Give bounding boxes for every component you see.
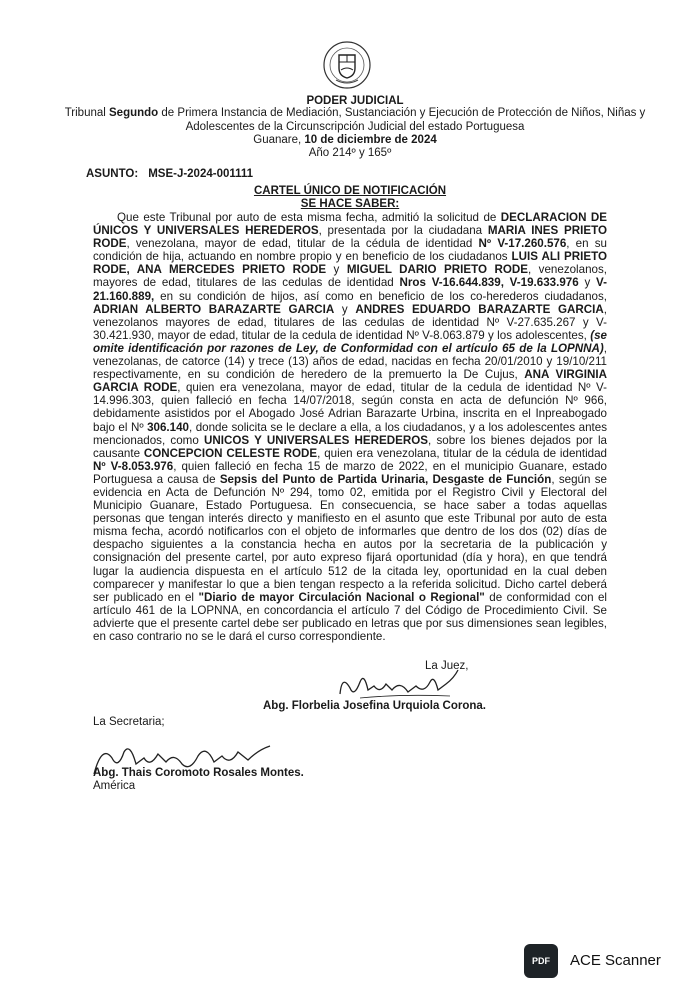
notice-body: Que este Tribunal por auto de esta misma fecha, admitió la solicitud de DECLARACION DE ÚNICOS Y UNIVERSALES HEREDEROS, presentada por la ciudadana MARIA INES PRIETO RODE, venezolana, mayor de edad, titular de la cédula de identidad Nº V-17.260.576, en su condición de hija, actuando en nombre propio y en beneficio de los ciudadanos LUIS ALI PRIETO RODE, ANA MERCEDES PRIETO RODE y MIGUEL DARIO PRIETO RODE, venezolanos, mayores de edad, titulares de las cedulas de identidad Nros V-16.644.839, V-19.633.976 y V-21.160.889, en su condición de hijos, así como en beneficio de los co-herederos ciudadanos, ADRIAN ALBERTO BARAZARTE GARCIA y ANDRES EDUARDO BARAZARTE GARCIA, venezolanos mayores de edad, titulares de las cedulas de identidad Nº V-27.635.267 y V-30.421.930, mayor de edad, titular de la cedula de identidad Nº V-8.063.879 y los adolescentes, (se omite identificación por razones de Ley, de Conformidad con el artículo 65 de la LOPNNA), venezolanas, de catorce (14) y trece (13) años de edad, nacidas en fecha 20/01/2010 y 19/10/211 respectivamente, en su condición de heredero de la premuerto la De Cujus, ANA VIRGINIA GARCIA RODE, quien era venezolana, mayor de edad, titular de la cedula de identidad Nº V-14.996.303, quien falleció en fecha 14/07/2018, según consta en acta de defunción Nº 966, debidamente asistidos por el Abogado José Adrian Barazarte Urbina, inscrita en el Inpreabogado bajo el Nº 306.140, donde solicita se le declare a ella, a los ciudadanos, y a los adolescentes antes mencionados, como UNICOS Y UNIVERSALES HEREDEROS, sobre los bienes dejados por la causante CONCEPCION CELESTE RODE, quien era venezolana, titular de la cédula de identidad Nº V-8.053.976, quien falleció en fecha 15 de marzo de 2022, en el municipio Guanare, estado Portuguesa a causa de Sepsis del Punto de Partida Urinaria, Desgaste de Función, según se evidencia en Acta de Defunción Nº 294, tomo 02, emitida por el Registro Civil y Electoral del Municipio Guanare, Estado Portuguesa. En consecuencia, se hace saber a todas aquellas personas que tengan interés directo y manifiesto en el asunto que este Tribunal por auto de esta misma fecha, acordó notificarlos con el objeto de informarles que dentro de los dos (02) días de despacho siguientes a la constancia hecha en autos por la secretaria de la publicación y consignación del presente cartel, por auto expreso fijará oportunidad (día y hora), en que tendrá lugar la audiencia dispuesta en el artículo 512 de la citada ley, oportunidad en la cual deben comparecer y manifestar lo que a bien tengan respecto a la referida solicitud. Dicho cartel deberá ser publicado en el "Diario de mayor Circulación Nacional o Regional" de conformidad con el artículo 461 de la LOPNNA, en concordancia el artículo 7 del Código de Procedimiento Civil. Se advierte que el presente cartel debe ser publicado en letras que por sus dimensiones sean legibles, en caso contrario no se le dará el curso correspondiente. (93, 211, 608, 643)
tribunal-name: Tribunal Segundo de Primera Instancia de Mediación, Sustanciación y Ejecución de Protección de Niños, Niñas y Adolescentes de la Circunscripción Judicial del estado Portuguesa (64, 107, 646, 133)
secretary-name: Abg. Thais Coromoto Rosales Montes. (93, 767, 304, 779)
judge-label: La Juez, (425, 660, 469, 672)
scanner-app-name: ACE Scanner (570, 952, 661, 969)
secretary-label: La Secretaria; (93, 716, 165, 728)
city-date: Guanare, 10 de diciembre de 2024 (253, 134, 437, 146)
year-line: Año 214º y 165º (308, 147, 392, 159)
scanner-watermark (524, 942, 694, 982)
case-number: ASUNTO: MSE-J-2024-001111 (86, 168, 254, 180)
pdf-scanner-logo-icon: PDF (524, 944, 558, 978)
notice-title: CARTEL ÚNICO DE NOTIFICACIÓN (253, 185, 447, 197)
notice-subtitle: SE HACE SABER: (300, 198, 400, 210)
judge-name: Abg. Florbelia Josefina Urquiola Corona. (263, 700, 486, 712)
secretary-name-continued: América (93, 780, 136, 792)
institution-heading: PODER JUDICIAL (306, 95, 404, 107)
coat-of-arms-seal (322, 40, 372, 90)
